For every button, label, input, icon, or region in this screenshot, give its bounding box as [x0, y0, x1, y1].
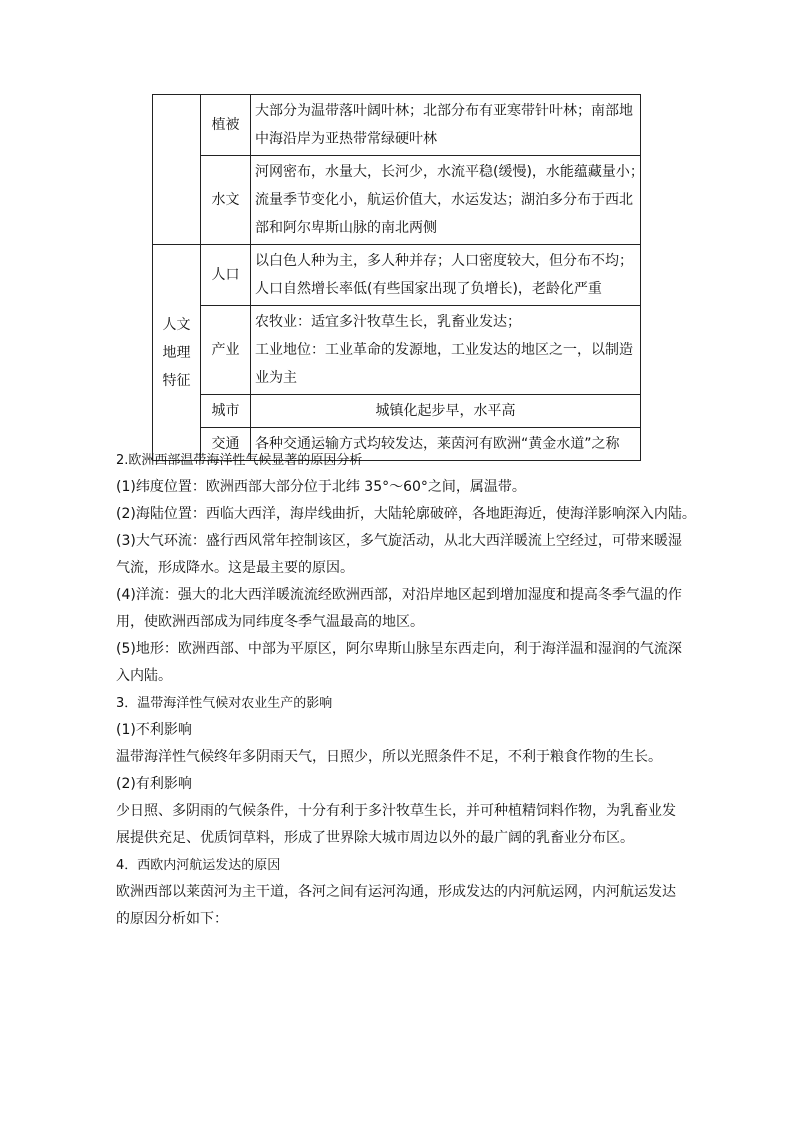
transport-desc: 各种交通运输方式均较发达，莱茵河有欧洲“黄金水道”之称: [251, 428, 641, 461]
vegetation-desc: [251, 95, 641, 156]
subheading: (1)不利影响: [116, 722, 192, 738]
industry-line: 工业地位：工业革命的发源地，工业发达的地区之一，以制造: [255, 342, 633, 358]
hydrology-line: 部和阿尔卑斯山脉的南北两侧: [255, 220, 437, 236]
table-row: [153, 95, 641, 156]
vegetation-line: 中海沿岸为亚热带常绿硬叶林: [255, 131, 437, 147]
paragraph: 少日照、多阴雨的气候条件，十分有利于多汁牧草生长，并可种植精饲料作物，为乳畜业发: [116, 803, 676, 819]
paragraph: 气流，形成降水。这是最主要的原因。: [116, 560, 354, 576]
paragraph: 用，使欧洲西部成为同纬度冬季气温最高的地区。: [116, 614, 424, 630]
hydrology-desc: [251, 156, 644, 245]
paragraph: 入内陆。: [116, 668, 172, 684]
paragraph: (1)纬度位置：欧洲西部大部分位于北纬 35°～60°之间，属温带。: [116, 479, 526, 495]
vegetation-label: 植被: [201, 95, 251, 156]
hydrology-line: 河网密布，水量大，长河少，水流平稳(缓慢)，水能蕴藏量小；: [255, 164, 644, 180]
population-label: 人口: [201, 245, 251, 306]
population-line: 人口自然增长率低(有些国家出现了负增长)，老龄化严重: [255, 281, 602, 297]
city-desc: 城镇化起步早，水平高: [251, 395, 641, 428]
table-row: [153, 395, 641, 428]
human-geography-category: [153, 245, 201, 461]
transport-label: 交通: [201, 428, 251, 461]
hydrology-line: 流量季节变化小，航运价值大，水运发达；湖泊多分布于西北: [255, 192, 633, 208]
table-row: [153, 156, 641, 245]
industry-line: 业为主: [255, 370, 297, 386]
body-text: [116, 447, 696, 933]
paragraph: (5)地形：欧洲西部、中部为平原区，阿尔卑斯山脉呈东西走向，利于海洋温和湿润的气流深: [116, 641, 682, 657]
paragraph: (4)洋流：强大的北大西洋暖流流经欧洲西部，对沿岸地区起到增加湿度和提高冬季气温的作: [116, 587, 682, 603]
subheading: (2)有利影响: [116, 776, 192, 792]
paragraph: (3)大气环流：盛行西风常年控制该区，多气旋活动，从北大西洋暖流上空经过，可带来暖湿: [116, 533, 682, 549]
paragraph: 的原因分析如下：: [116, 911, 228, 927]
population-desc: [251, 245, 641, 306]
vegetation-line: 大部分为温带落叶阔叶林；北部分布有亚寒带针叶林；南部地: [255, 103, 633, 119]
table-row: [153, 245, 641, 306]
natural-category-cell: [153, 95, 201, 245]
paragraph: 欧洲西部以莱茵河为主干道，各河之间有运河沟通，形成发达的内河航运网，内河航运发达: [116, 884, 676, 900]
paragraph: (2)海陆位置：西临大西洋，海岸线曲折，大陆轮廓破碎，各地距海近，使海洋影响深入内陆。: [116, 506, 696, 522]
industry-label: 产业: [201, 306, 251, 395]
section-2-heading: 2.欧洲西部温带海洋性气候显著的原因分析: [116, 453, 363, 468]
paragraph: 温带海洋性气候终年多阴雨天气，日照少，所以光照条件不足，不利于粮食作物的生长。: [116, 749, 662, 765]
category-line: 人文: [162, 316, 191, 333]
category-line: 地理: [162, 344, 191, 361]
europe-geography-table: [152, 94, 644, 461]
table-row: [153, 306, 641, 395]
industry-line: 农牧业：适宜多汁牧草生长，乳畜业发达；: [255, 314, 521, 330]
population-line: 以白色人种为主，多人种并存；人口密度较大，但分布不均；: [255, 253, 633, 269]
section-3-heading: 3．温带海洋性气候对农业生产的影响: [116, 696, 333, 711]
industry-desc: [251, 306, 641, 395]
city-label: 城市: [201, 395, 251, 428]
paragraph: 展提供充足、优质饲草料，形成了世界除大城市周边以外的最广阔的乳畜业分布区。: [116, 830, 634, 846]
section-4-heading: 4．西欧内河航运发达的原因: [116, 858, 281, 873]
hydrology-label: 水文: [201, 156, 251, 245]
category-line: 特征: [162, 372, 191, 389]
